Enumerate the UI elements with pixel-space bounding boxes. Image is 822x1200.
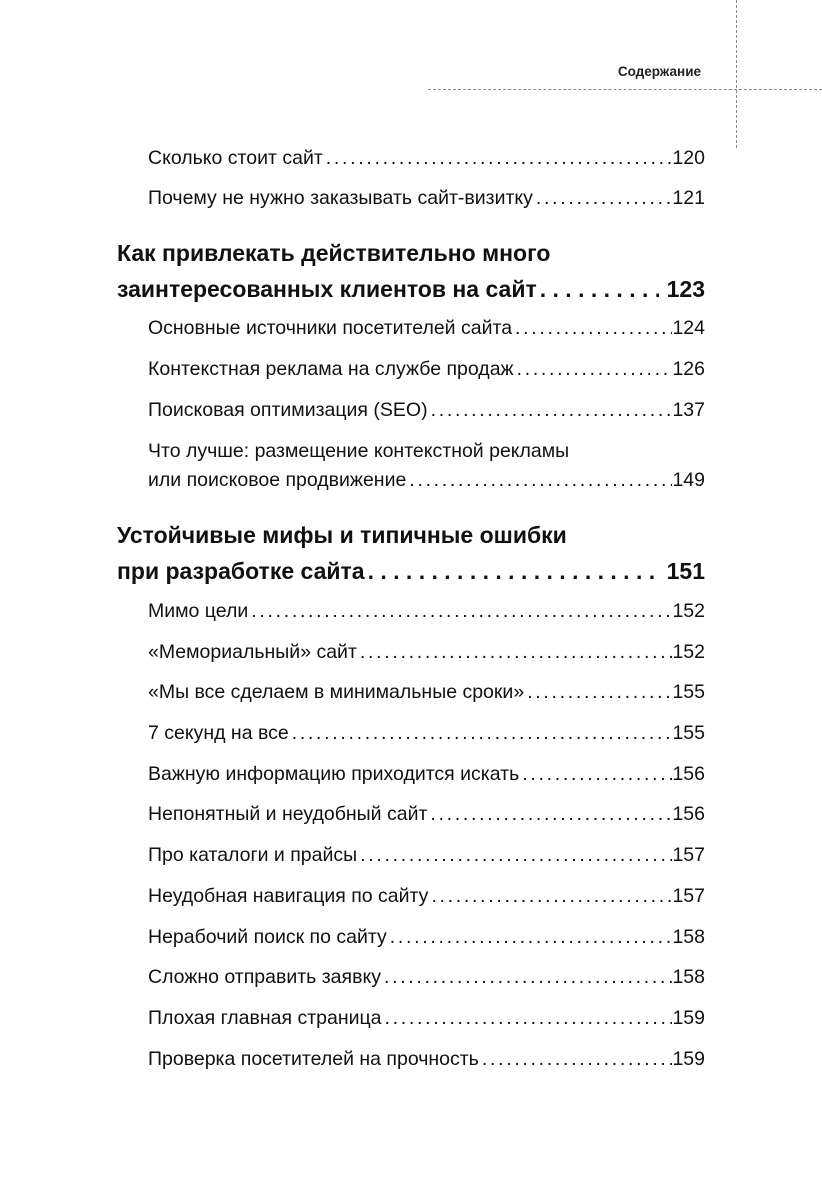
toc-entry-title: Сколько стоит сайт [148, 147, 323, 169]
toc-entry-title: Поисковая оптимизация (SEO) [148, 399, 428, 421]
toc-entry-title: Мимо цели [148, 600, 249, 622]
toc-entry-title: Нерабочий поиск по сайту [148, 926, 387, 948]
toc-chapter-title: при разработке сайта [117, 558, 365, 584]
toc-entry-page: 155 [672, 722, 705, 744]
toc-chapter-entry [117, 556, 705, 586]
toc-entry [148, 599, 705, 623]
toc-entry-page: 120 [672, 147, 705, 169]
dot-leader [387, 925, 673, 949]
toc-chapter-page: 151 [666, 558, 705, 584]
toc-entry-page: 137 [672, 399, 705, 421]
toc-entry-page: 158 [672, 926, 705, 948]
dot-leader [512, 316, 672, 340]
dot-leader [382, 1006, 673, 1030]
toc-entry [148, 965, 705, 989]
toc-entry [148, 357, 705, 381]
dot-leader [524, 680, 672, 704]
toc-entry-page: 121 [672, 187, 705, 209]
crop-mark-horizontal [428, 89, 822, 90]
toc-entry [148, 843, 705, 867]
dot-leader [427, 802, 672, 826]
toc-chapter-title: заинтересованных клиентов на сайт [117, 276, 537, 302]
toc-entry [148, 186, 705, 210]
toc-entry [148, 316, 705, 340]
toc-entry-title: Непонятный и неудобный сайт [148, 803, 428, 825]
dot-leader [479, 1047, 673, 1071]
toc-entry-title-line: Что лучше: размещение контекстной рекламы [148, 440, 570, 462]
toc-entry-title: Неудобная навигация по сайту [148, 885, 429, 907]
toc-entry-page: 156 [672, 763, 705, 785]
dot-leader [381, 965, 673, 989]
dot-leader [533, 186, 673, 210]
toc-entry-page: 152 [672, 641, 705, 663]
toc-entry [148, 762, 705, 786]
toc-entry-page: 124 [672, 317, 705, 339]
toc-entry-title: Важную информацию приходится искать [148, 763, 520, 785]
toc-entry-page: 156 [672, 803, 705, 825]
toc-chapter-entry [117, 274, 705, 304]
toc-entry-page: 157 [672, 885, 705, 907]
toc-entry [148, 680, 705, 704]
toc-entry-page: 159 [672, 1048, 705, 1070]
toc-entry-title: Почему не нужно заказывать сайт-визитку [148, 187, 533, 209]
toc-entry-title: Плохая главная страница [148, 1007, 382, 1029]
toc-entry-page: 152 [672, 600, 705, 622]
dot-leader [289, 721, 673, 745]
toc-entry-title: или поисковое продвижение [148, 469, 407, 491]
dot-leader [428, 884, 672, 908]
toc-entry-page: 155 [672, 681, 705, 703]
dot-leader [406, 468, 672, 492]
dot-leader [428, 398, 673, 422]
dot-leader [357, 843, 672, 867]
toc-entry [148, 398, 705, 422]
dot-leader [357, 640, 673, 664]
toc-entry [148, 925, 705, 949]
toc-entry [148, 640, 705, 664]
toc-entry-title: Основные источники посетителей сайта [148, 317, 513, 339]
toc-entry [148, 1006, 705, 1030]
toc-chapter-page: 123 [666, 276, 705, 302]
toc-entry [148, 884, 705, 908]
toc-entry [148, 146, 705, 170]
toc-entry-title: Сложно отправить заявку [148, 966, 381, 988]
toc-entry-page: 149 [672, 469, 705, 491]
dot-leader [323, 146, 673, 170]
chapter-title-line: Устойчивые мифы и типичные ошибки [117, 522, 567, 548]
toc-entry-page: 126 [672, 358, 705, 380]
toc-entry-page: 157 [672, 844, 705, 866]
toc-entry [148, 721, 705, 745]
toc-entry-title: «Мемориальный» сайт [148, 641, 357, 663]
toc-entry-title: 7 секунд на все [148, 722, 289, 744]
toc-entry [148, 802, 705, 826]
toc-entry-page: 158 [672, 966, 705, 988]
toc-entry-title: Проверка посетителей на прочность [148, 1048, 479, 1070]
running-head: Содержание [617, 64, 701, 79]
dot-leader [248, 599, 672, 623]
dot-leader [519, 762, 672, 786]
crop-mark-vertical [736, 0, 737, 148]
dot-leader [537, 274, 659, 304]
toc-entry-page: 159 [672, 1007, 705, 1029]
dot-leader [514, 357, 673, 381]
toc-entry-title: Про каталоги и прайсы [148, 844, 358, 866]
toc-entry-title: «Мы все сделаем в минимальные сроки» [148, 681, 525, 703]
toc-entry [148, 468, 705, 492]
dot-leader [365, 556, 659, 586]
chapter-title-line: Как привлекать действительно много [117, 240, 551, 266]
toc-entry-title: Контекстная реклама на службе продаж [148, 358, 514, 380]
toc-entry [148, 1047, 705, 1071]
